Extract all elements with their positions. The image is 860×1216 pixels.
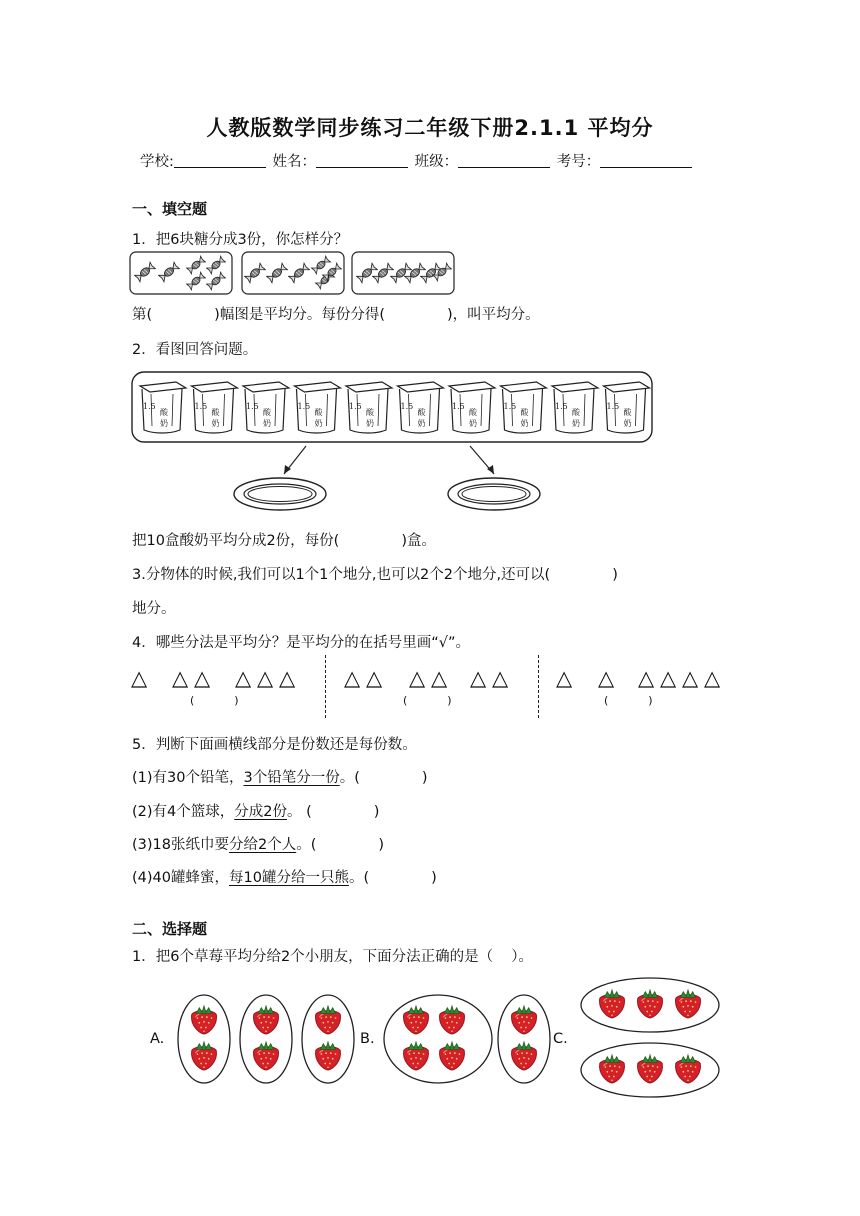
q4-divider-2 bbox=[538, 655, 539, 718]
yogurt-label: 奶 bbox=[314, 419, 323, 428]
q3-line-2: 地分。 bbox=[132, 601, 176, 617]
yogurt-label: 1.5 bbox=[555, 402, 568, 411]
candy-icon bbox=[186, 272, 205, 290]
strawberry-icon bbox=[254, 1042, 279, 1070]
triangle-shape-group-2: △ bbox=[409, 666, 426, 690]
yogurt-label: 1.5 bbox=[349, 402, 362, 411]
triangle-shape-group-3: △ bbox=[556, 666, 573, 690]
name-blank[interactable] bbox=[316, 153, 408, 168]
strawberry-icon bbox=[254, 1006, 279, 1034]
number-blank[interactable] bbox=[600, 153, 692, 168]
yogurt-label: 奶 bbox=[520, 419, 529, 428]
strawberry-icon bbox=[676, 1055, 701, 1083]
q3-line-1 bbox=[132, 563, 618, 584]
option-c-label[interactable]: C. bbox=[553, 1031, 568, 1047]
strawberry-options-figure bbox=[170, 975, 730, 1103]
q3-paren-close: ) bbox=[612, 567, 618, 583]
q4-divider-1 bbox=[325, 655, 326, 718]
candy-icon bbox=[267, 263, 288, 283]
yogurt-label: 1.5 bbox=[452, 402, 465, 411]
q4-answer-paren-1[interactable]: ( ) bbox=[190, 694, 239, 707]
yogurt-label: 酸 bbox=[623, 408, 632, 417]
class-label: 班级： bbox=[414, 154, 459, 170]
strawberry-icon bbox=[440, 1006, 465, 1034]
q2-answer-line bbox=[132, 529, 436, 550]
yogurt-cup bbox=[243, 382, 289, 433]
yogurt-cup bbox=[140, 382, 186, 433]
triangle-shape-group-2: △ bbox=[344, 666, 361, 690]
yogurt-label: 1.5 bbox=[194, 402, 208, 411]
strawberry-icon bbox=[440, 1042, 465, 1070]
yogurt-label: 奶 bbox=[417, 419, 426, 428]
yogurt-cup bbox=[192, 382, 238, 433]
yogurt-label: 奶 bbox=[366, 419, 374, 428]
yogurt-label: 1.5 bbox=[606, 402, 620, 411]
strawberry-icon bbox=[404, 1006, 429, 1034]
yogurt-label: 1.5 bbox=[143, 402, 156, 411]
triangle-shape-group-1: △ bbox=[257, 666, 274, 690]
yogurt-label: 1.5 bbox=[297, 402, 311, 411]
yogurt-cup bbox=[295, 382, 341, 433]
candy-icon bbox=[311, 256, 330, 274]
plate-left bbox=[234, 478, 326, 510]
s2-q1-line bbox=[132, 945, 533, 966]
yogurt-label: 酸 bbox=[417, 408, 426, 417]
q5-item-4: (4)40罐蜂蜜，每10罐分给一只熊。( ) bbox=[132, 870, 437, 886]
yogurt-label: 奶 bbox=[211, 419, 220, 428]
strawberry-icon bbox=[192, 1006, 217, 1034]
yogurt-label: 酸 bbox=[366, 408, 374, 417]
triangle-shape-group-3: △ bbox=[598, 666, 615, 690]
yogurt-cup bbox=[604, 382, 650, 433]
option-a-label[interactable]: A. bbox=[150, 1031, 165, 1047]
yogurt-label: 酸 bbox=[263, 408, 271, 417]
candy-icon bbox=[206, 272, 225, 290]
triangle-shape-group-3: △ bbox=[704, 666, 721, 690]
candy-icon bbox=[135, 262, 156, 282]
strawberry-icon bbox=[676, 990, 701, 1018]
strawberry-icon bbox=[512, 1006, 537, 1034]
q1-text: 1．把6块糖分成3份，你怎样分？ bbox=[132, 232, 349, 248]
section-1-heading: 一、填空题 bbox=[132, 200, 208, 218]
q5-item-1: (1)有30个铅笔，3个铅笔分一份。( ) bbox=[132, 770, 428, 786]
triangle-shape-group-1: △ bbox=[194, 666, 211, 690]
q2-answer-prefix: 把10盒酸奶平均分成2份，每份( bbox=[132, 533, 340, 549]
strawberry-icon bbox=[638, 990, 663, 1018]
q1-answer-line bbox=[132, 303, 540, 324]
strawberry-icon bbox=[404, 1042, 429, 1070]
s2-q1-text-end: ）。 bbox=[511, 949, 533, 965]
option-b-oval-large bbox=[384, 995, 492, 1083]
triangle-shape-group-3: △ bbox=[638, 666, 655, 690]
candy-groups-figure bbox=[128, 250, 458, 296]
name-label: 姓名： bbox=[272, 154, 316, 170]
yogurt-label: 奶 bbox=[469, 419, 477, 428]
yogurt-label: 酸 bbox=[469, 408, 477, 417]
q1-answer-suffix: )，叫平均分。 bbox=[447, 307, 540, 323]
candy-icon bbox=[159, 262, 180, 282]
candy-icon bbox=[289, 263, 310, 283]
yogurt-label: 奶 bbox=[160, 419, 168, 428]
triangle-shape-group-2: △ bbox=[470, 666, 487, 690]
yogurt-label: 酸 bbox=[314, 408, 323, 417]
yogurt-row bbox=[140, 382, 650, 433]
q4-text: 4．哪些分法是平均分？是平均分的在括号里画“√”。 bbox=[132, 635, 470, 651]
yogurt-label: 奶 bbox=[623, 419, 632, 428]
candy-icon bbox=[206, 256, 225, 274]
yogurt-label: 奶 bbox=[572, 419, 580, 428]
section-2-heading: 二、选择题 bbox=[132, 920, 208, 938]
q5-item-3: (3)18张纸巾要分给2个人。( ) bbox=[132, 837, 385, 853]
yogurt-label: 酸 bbox=[520, 408, 529, 417]
page-title: 人教版数学同步练习二年级下册2.1.1 平均分 bbox=[206, 116, 654, 140]
triangle-shape-group-3: △ bbox=[682, 666, 699, 690]
q5-item-2: (2)有4个篮球，分成2份。 ( ) bbox=[132, 804, 380, 820]
q3-text: 3.分物体的时候,我们可以1个1个地分,也可以2个2个地分,还可以( bbox=[132, 567, 551, 583]
candy-icon bbox=[373, 263, 394, 283]
yogurt-cup bbox=[449, 382, 495, 433]
strawberry-icon bbox=[600, 1055, 625, 1083]
q2-answer-suffix: )盒。 bbox=[401, 533, 437, 549]
triangle-shape-group-1: △ bbox=[131, 666, 148, 690]
q5-text: 5．判断下面画横线部分是份数还是每份数。 bbox=[132, 737, 417, 753]
triangle-shape-group-3: △ bbox=[660, 666, 677, 690]
yogurt-cup bbox=[501, 382, 547, 433]
school-label: 学校: bbox=[140, 154, 174, 170]
yogurt-cup bbox=[552, 382, 598, 433]
strawberry-icon bbox=[316, 1006, 341, 1034]
triangle-shape-group-1: △ bbox=[235, 666, 252, 690]
class-blank[interactable] bbox=[458, 153, 550, 168]
number-label: 考号： bbox=[556, 154, 601, 170]
yogurt-label: 1.5 bbox=[503, 402, 517, 411]
yogurt-figure bbox=[128, 368, 658, 518]
yogurt-label: 酸 bbox=[572, 408, 580, 417]
strawberry-icon bbox=[512, 1042, 537, 1070]
strawberry-icon bbox=[316, 1042, 341, 1070]
school-blank[interactable] bbox=[174, 153, 266, 168]
student-info-line bbox=[140, 150, 694, 171]
q1-answer-mid: )幅图是平均分。每份分得( bbox=[214, 307, 385, 323]
strawberry-icon bbox=[638, 1055, 663, 1083]
yogurt-label: 奶 bbox=[263, 419, 271, 428]
q4-answer-paren-2[interactable]: ( ) bbox=[403, 694, 452, 707]
triangle-shape-group-2: △ bbox=[366, 666, 383, 690]
candy-icon bbox=[357, 263, 378, 283]
q2-text: 2．看图回答问题。 bbox=[132, 342, 258, 358]
q4-answer-paren-3[interactable]: ( ) bbox=[604, 694, 653, 707]
yogurt-label: 酸 bbox=[160, 408, 168, 417]
yogurt-cup bbox=[346, 382, 392, 433]
triangle-shape-group-1: △ bbox=[172, 666, 189, 690]
triangle-shape-group-2: △ bbox=[431, 666, 448, 690]
plate-right bbox=[448, 478, 540, 510]
yogurt-label: 1.5 bbox=[400, 402, 414, 411]
s2-q1-text: 1．把6个草莓平均分给2个小朋友，下面分法正确的是（ bbox=[132, 949, 494, 965]
triangle-shape-group-2: △ bbox=[492, 666, 509, 690]
yogurt-label: 1.5 bbox=[246, 402, 259, 411]
candy-icon bbox=[186, 256, 205, 274]
strawberry-icon bbox=[192, 1042, 217, 1070]
option-b-label[interactable]: B. bbox=[360, 1031, 375, 1047]
triangle-shape-group-1: △ bbox=[279, 666, 296, 690]
strawberry-icon bbox=[600, 990, 625, 1018]
yogurt-cup bbox=[398, 382, 444, 433]
q1-answer-prefix: 第( bbox=[132, 307, 153, 323]
candy-icon bbox=[245, 263, 266, 283]
yogurt-label: 酸 bbox=[211, 408, 220, 417]
